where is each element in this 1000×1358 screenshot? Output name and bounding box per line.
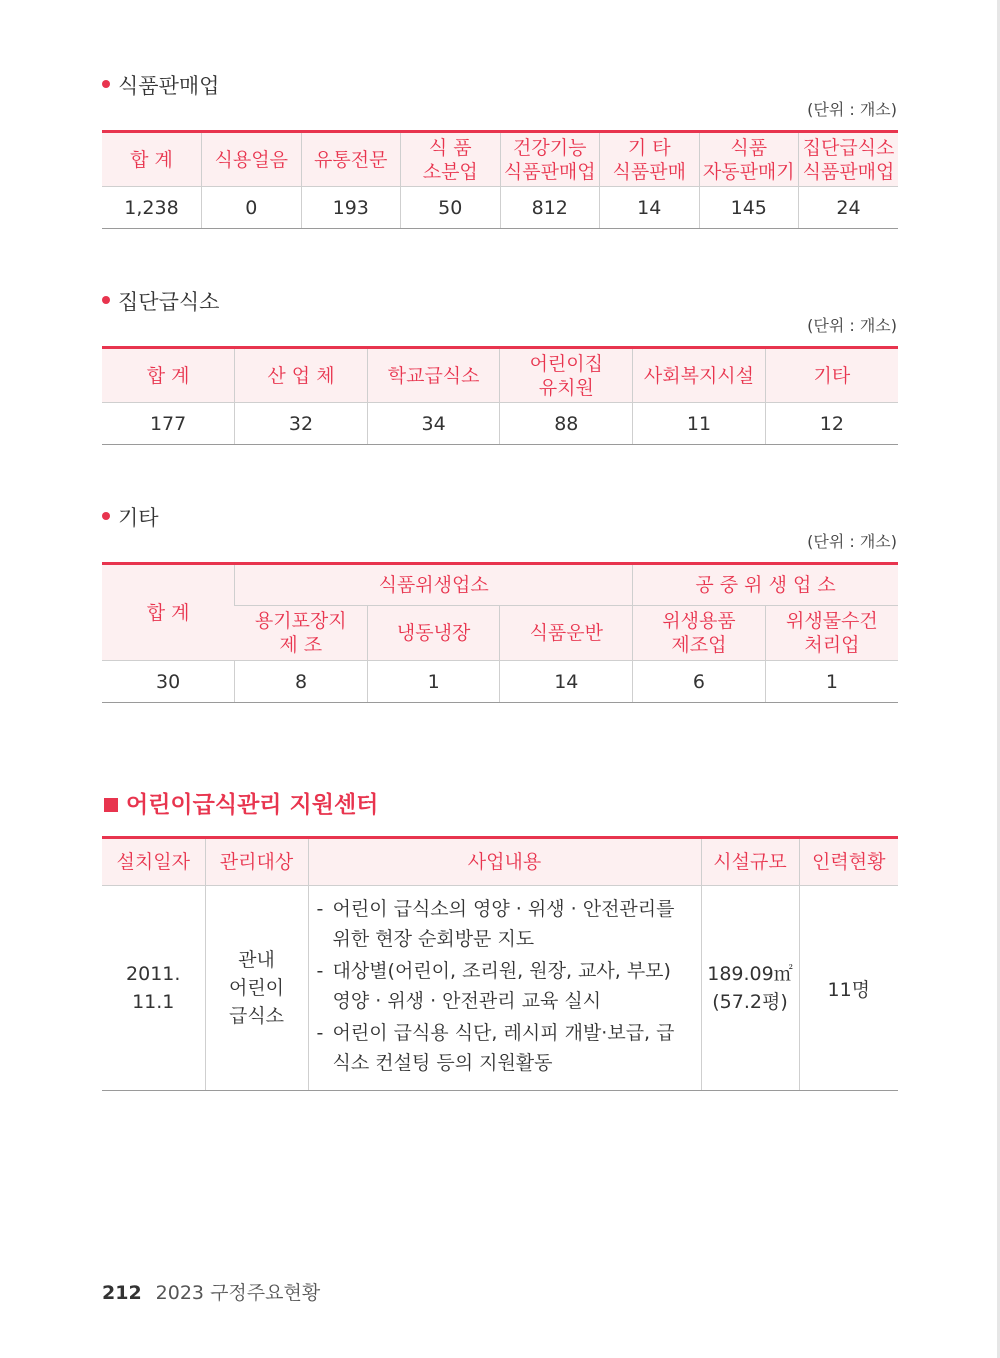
others-header-1: 냉동냉장 [367, 606, 500, 661]
others-value-3: 14 [500, 661, 633, 703]
group-meal-value-1: 32 [235, 403, 368, 445]
content-text: 어린이 급식용 식단, 레시피 개발·보급, 급식소 컨설팅 등의 지원활동 [332, 1022, 675, 1074]
dash-marker: - [316, 898, 324, 920]
section-title-group-meal: 집단급식소 [102, 286, 219, 316]
others-value-5: 1 [765, 661, 898, 703]
food-sales-header-2: 유통전문 [301, 132, 401, 187]
food-sales-value-2: 193 [301, 187, 401, 229]
center-header-2: 사업내용 [308, 838, 701, 886]
bullet-icon [102, 512, 110, 520]
center-header-3: 시설규모 [701, 838, 799, 886]
dash-marker: - [316, 960, 324, 982]
unit-label: (단위 : 개소) [807, 316, 897, 335]
others-table [102, 562, 898, 703]
food-sales-header-4: 건강기능 식품판매업 [500, 132, 600, 187]
others-header-2: 식품운반 [500, 606, 633, 661]
food-sales-value-6: 145 [699, 187, 799, 229]
food-sales-header-1: 식용얼음 [202, 132, 302, 187]
unit-label: (단위 : 개소) [807, 100, 897, 119]
others-value-0: 30 [102, 661, 235, 703]
food-sales-value-5: 14 [600, 187, 700, 229]
food-sales-value-3: 50 [401, 187, 501, 229]
header-total: 합 계 [102, 564, 235, 661]
content-text: 대상별(어린이, 조리원, 원장, 교사, 부모) 영양 · 위생 · 안전관리 교육 실시 [332, 960, 671, 1012]
group-meal-value-5: 12 [765, 403, 898, 445]
group-meal-header-4: 사회복지시설 [633, 348, 766, 403]
facility-scale: 189.09㎡ (57.2평) [701, 886, 799, 1091]
group-meal-header-0: 합 계 [102, 348, 235, 403]
others-value-4: 6 [633, 661, 766, 703]
target: 관내 어린이 급식소 [205, 886, 308, 1091]
contents-list [309, 886, 701, 1090]
group-meal-value-0: 177 [102, 403, 235, 445]
food-sales-header-3: 식 품 소분업 [401, 132, 501, 187]
group-meal-value-3: 88 [500, 403, 633, 445]
section-title-food-sales: 식품판매업 [102, 70, 219, 100]
content-item [317, 1018, 691, 1078]
food-sales-value-4: 812 [500, 187, 600, 229]
others-header-3: 위생용품 제조업 [633, 606, 766, 661]
center-table [102, 836, 898, 1091]
header-group-food-hygiene: 식품위생업소 [235, 564, 633, 606]
page-footer [102, 1278, 320, 1305]
center-section-title: 어린이급식관리 지원센터 [104, 786, 378, 819]
food-sales-value-7: 24 [799, 187, 899, 229]
food-sales-table [102, 130, 898, 229]
others-value-1: 8 [235, 661, 368, 703]
install-date: 2011. 11.1 [102, 886, 205, 1091]
page-number: 212 [102, 1282, 142, 1304]
food-sales-header-6: 식품 자동판매기 [699, 132, 799, 187]
others-value-2: 1 [367, 661, 500, 703]
square-bullet-icon [104, 798, 118, 812]
content-text: 어린이 급식소의 영양 · 위생 · 안전관리를 위한 현장 순회방문 지도 [332, 898, 675, 950]
food-sales-header-0: 합 계 [102, 132, 202, 187]
dash-marker: - [316, 1022, 324, 1044]
center-header-4: 인력현황 [799, 838, 898, 886]
content-item [317, 956, 691, 1016]
group-meal-header-3: 어린이집 유치원 [500, 348, 633, 403]
food-sales-value-0: 1,238 [102, 187, 202, 229]
footer-title: 2023 구정주요현황 [155, 1282, 321, 1304]
staff-count: 11명 [799, 886, 898, 1091]
food-sales-header-5: 기 타 식품판매 [600, 132, 700, 187]
group-meal-value-4: 11 [633, 403, 766, 445]
group-meal-header-2: 학교급식소 [367, 348, 500, 403]
center-header-0: 설치일자 [102, 838, 205, 886]
center-header-1: 관리대상 [205, 838, 308, 886]
group-meal-header-5: 기타 [765, 348, 898, 403]
contents-cell [308, 886, 701, 1091]
group-meal-header-1: 산 업 체 [235, 348, 368, 403]
others-header-0: 용기포장지 제 조 [235, 606, 368, 661]
food-sales-value-1: 0 [202, 187, 302, 229]
bullet-icon [102, 296, 110, 304]
content-item [317, 894, 691, 954]
food-sales-header-7: 집단급식소 식품판매업 [799, 132, 899, 187]
section-title-others: 기타 [102, 502, 159, 532]
group-meal-value-2: 34 [367, 403, 500, 445]
group-meal-table [102, 346, 898, 445]
unit-label: (단위 : 개소) [807, 532, 897, 551]
header-group-public-hygiene: 공 중 위 생 업 소 [633, 564, 898, 606]
others-header-4: 위생물수건 처리업 [765, 606, 898, 661]
bullet-icon [102, 80, 110, 88]
